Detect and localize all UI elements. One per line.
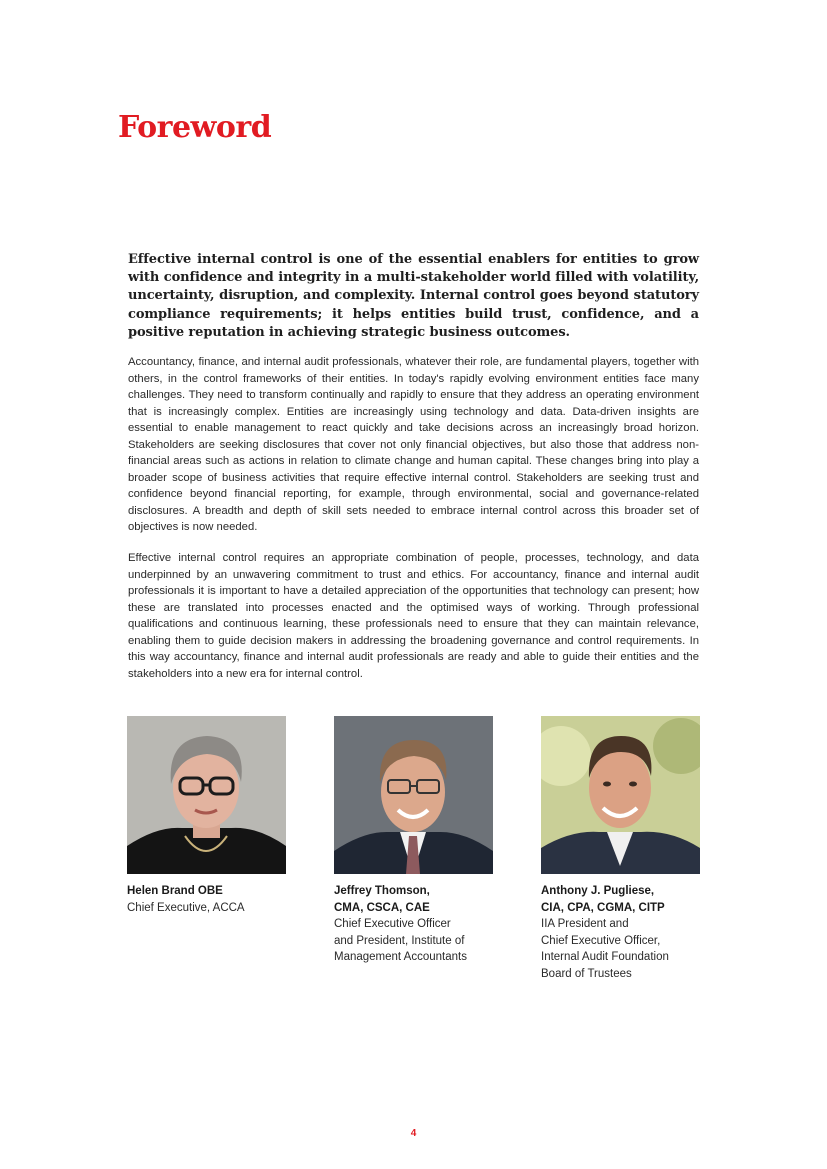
- signatory-role: Chief Executive, ACCA: [127, 901, 245, 914]
- body-paragraph-1: Accountancy, finance, and internal audit professionals, whatever their role, are fundamental players, together with others, in the control frameworks of their entities. In today's rapidly evolving environment entities face many challenges. They need to transform continually and rapidly to ensure that they address an operating environment that is increasingly complex. Entities are increasingly using technology and data. Data-driven insights are essential to enable management to react quickly and take decisions across an increasingly broad horizon. Stakeholders are seeking disclosures that cover not only financial objectives, but also those that address non-financial areas such as actions in relation to climate change and human capital. These changes bring into play a broader scope of business activities that require effective internal control. Stakeholders are seeking trust and confidence beyond financial reporting, for example, through environmental, social and governance-related disclosures. A breadth and depth of skill sets needed to embrace internal control across this broader set of objectives is now needed.: [128, 356, 699, 533]
- signatory-name: Helen Brand OBE: [127, 885, 223, 897]
- lead-paragraph: Effective internal control is one of the essential enablers for entities to grow with confidence and integrity in a multi-stakeholder world filled with volatility, uncertainty, disruption, and complexity. Internal control goes beyond statutory compliance requirements; it helps entities build trust, confidence, and a positive reputation in achieving strategic business outcomes.: [128, 252, 699, 340]
- page-title: Foreword: [118, 110, 272, 145]
- signatory-role: Chief Executive Officer and President, Institute of Management Accountants: [334, 918, 467, 963]
- signatory-helen-brand: [127, 716, 287, 916]
- signatory-name: Anthony J. Pugliese, CIA, CPA, CGMA, CITP: [541, 885, 665, 914]
- portrait-photo: [334, 716, 493, 874]
- signatory-jeffrey-thomson: [334, 716, 494, 966]
- body-paragraph-2: Effective internal control requires an appropriate combination of people, processes, technology, and data underpinned by an unwavering commitment to trust and ethics. For accountancy, finance and internal audit professionals it is important to have a detailed appreciation of the opportunities that technology can present; how these are translated into processes enacted and the optimised ways of working. Through professional qualifications and continuous learning, these professionals need to ensure that they can maintain relevance, enabling them to guide decision makers in addressing the broadening governance and control requirements. In this way accountancy, finance and internal audit professionals are ready and able to guide their entities and the stakeholders into a new era for internal control.: [128, 552, 699, 680]
- signatory-name: Jeffrey Thomson, CMA, CSCA, CAE: [334, 885, 430, 914]
- portrait-photo: [127, 716, 286, 874]
- signatory-role: IIA President and Chief Executive Officer, Internal Audit Foundation Board of Trustees: [541, 918, 669, 980]
- portrait-photo: [541, 716, 700, 874]
- page-number: 4: [410, 1128, 417, 1139]
- signatory-anthony-pugliese: [541, 716, 701, 982]
